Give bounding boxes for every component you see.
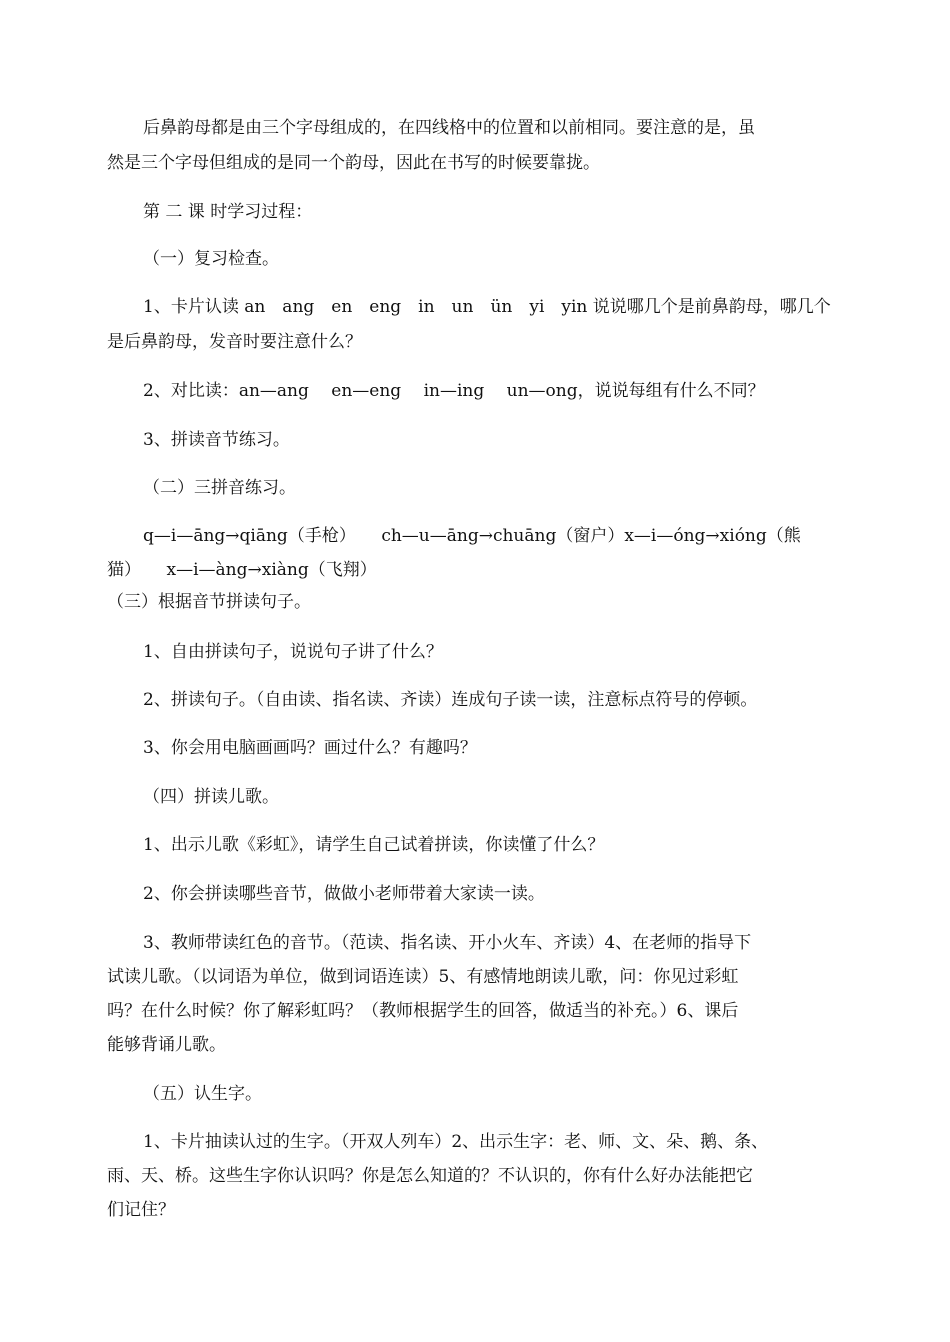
text-line: 1、卡片认读 an ang en eng in un ün yi yin 说说哪几个是前鼻韵母，哪几个 [143, 297, 831, 317]
text-line: 1、出示儿歌《彩虹》，请学生自己试着拼读，你读懂了什么？ [143, 835, 605, 855]
text-line: 3、拼读音节练习。 [143, 430, 290, 450]
text-line: 2、拼读句子。（自由读、指名读、齐读）连成句子读一读，注意标点符号的停顿。 [143, 690, 758, 710]
section-heading: （三）根据音节拼读句子。 [107, 592, 311, 612]
text-line: 吗？在什么时候？你了解彩虹吗？（教师根据学生的回答，做适当的补充。）6、课后 [107, 1001, 739, 1021]
section-heading: （二）三拼音练习。 [143, 478, 296, 498]
text-line: 然是三个字母但组成的是同一个韵母，因此在书写的时候要靠拢。 [107, 153, 600, 173]
text-line: q—i—āng→qiāng（手枪） ch—u—āng→chuāng（窗户）x—i—óng→xióng（熊 [143, 526, 801, 546]
section-heading: 第 二 课 时学习过程： [143, 202, 313, 222]
text-line: 是后鼻韵母，发音时要注意什么？ [107, 332, 362, 352]
text-line: 能够背诵儿歌。 [107, 1035, 226, 1055]
text-line: 后鼻韵母都是由三个字母组成的，在四线格中的位置和以前相同。要注意的是，虽 [143, 118, 755, 138]
section-heading: （四）拼读儿歌。 [143, 787, 279, 807]
text-line: 雨、天、桥。这些生字你认识吗？你是怎么知道的？不认识的，你有什么好办法能把它 [107, 1166, 753, 1186]
section-heading: （五）认生字。 [143, 1084, 262, 1104]
text-line: 猫） x—i—àng→xiàng（飞翔） [107, 560, 377, 580]
text-line: 2、你会拼读哪些音节，做做小老师带着大家读一读。 [143, 884, 545, 904]
text-line: 们记住？ [107, 1200, 175, 1220]
section-heading: （一）复习检查。 [143, 249, 279, 269]
text-line: 3、你会用电脑画画吗？画过什么？有趣吗？ [143, 738, 477, 758]
text-line: 2、对比读：an—ang en—eng in—ing un—ong，说说每组有什么不同？ [143, 381, 765, 401]
text-line: 3、教师带读红色的音节。（范读、指名读、开小火车、齐读）4、在老师的指导下 [143, 933, 752, 953]
text-line: 1、卡片抽读认过的生字。（开双人列车）2、出示生字：老、师、文、朵、鹅、条、 [143, 1132, 769, 1152]
text-line: 试读儿歌。（以词语为单位，做到词语连读）5、有感情地朗读儿歌，问：你见过彩虹 [107, 967, 739, 987]
text-line: 1、自由拼读句子，说说句子讲了什么？ [143, 642, 443, 662]
